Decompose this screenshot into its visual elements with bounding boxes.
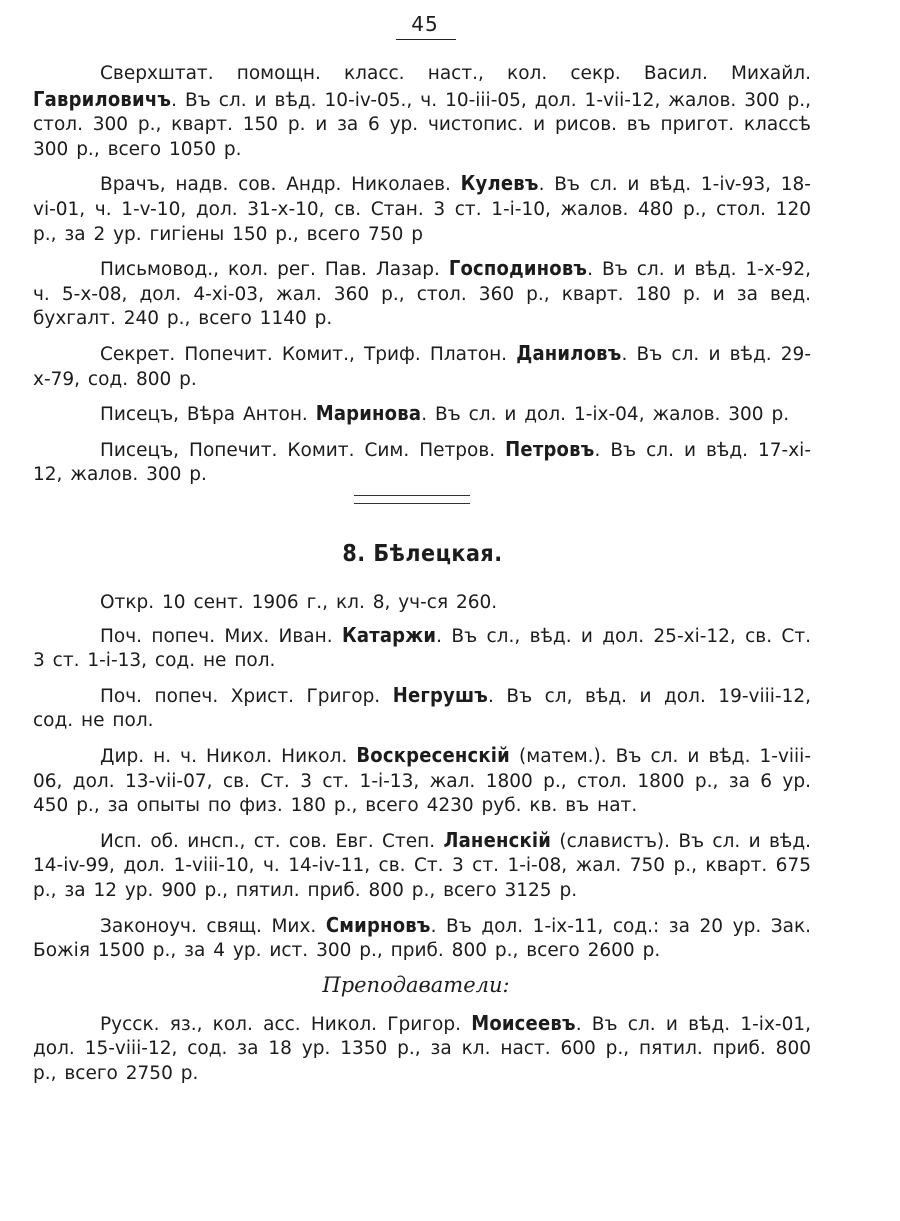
staff-list-section [33, 591, 811, 1096]
entry: Писецъ, Вѣра Антон. Маринова. Въ сл. и дол. 1-ix-04, жалов. 300 р. [100, 401, 790, 426]
surname: Петровъ [505, 436, 595, 461]
entry: Писецъ, Попечит. Комит. Сим. Петров. Петровъ. Въ сл. и вѣд. 17-xi-12, жалов. 300 р. [33, 436, 811, 486]
entry: Секрет. Попечит. Комит., Триф. Платон. Даниловъ. Въ сл. и вѣд. 29-x-79, сод. 800 р. [33, 340, 811, 390]
surname: Гавриловичъ [33, 86, 172, 111]
section-number: 8. [342, 541, 366, 567]
surname: Катаржи [341, 622, 437, 647]
page-number: 45 [411, 12, 439, 36]
section-title: Бѣлецкая. [373, 541, 503, 567]
surname: Ланенскiй [443, 827, 552, 852]
surname: Воскресенскiй [356, 742, 510, 767]
subheading-teachers: Преподаватели: [322, 972, 510, 997]
opening-line: Откр. 10 сент. 1906 г., кл. 8, уч-ся 260. [100, 592, 498, 613]
surname: Маринова [315, 401, 422, 426]
entry: Письмовод., кол. рег. Пав. Лазар. Господиновъ. Въ сл. и вѣд. 1-x-92, ч. 5-x-08, дол. 4-xi-03, жал. 360 р., стол. 360 р., кварт. 180 р. и за вед. бухгалт. 240 р., всего 1140 р. [33, 256, 811, 330]
page-number-rule [396, 39, 456, 40]
entry: Русск. яз., кол. асс. Никол. Григор. Моисеевъ. Въ сл. и вѣд. 1-ix-01, дол. 15-viii-12, сод. за 18 ур. 1350 р., за кл. наст. 600 р., пятил. приб. 800 р., всего 2750 р. [33, 1010, 811, 1084]
surname: Смирновъ [325, 912, 431, 937]
entry: Законоуч. свящ. Мих. Смирновъ. Въ дол. 1-ix-11, сод.: за 20 ур. Зак. Божiя 1500 р., за 4 ур. ист. 300 р., приб. 800 р., всего 2600 р. [33, 912, 811, 962]
surname: Моисеевъ [471, 1010, 576, 1035]
section-heading [0, 541, 845, 567]
entry: Исп. об. инсп., ст. сов. Евг. Степ. Ланенскiй (славистъ). Въ сл. и вѣд. 14-iv-99, дол. 1-viii-10, ч. 14-iv-11, св. Ст. 3 ст. 1-i-08, жал. 750 р., кварт. 675 р., за 12 ур. 900 р., пятил. приб. 800 р., всего 3125 р. [33, 827, 811, 901]
staff-list-top [33, 62, 811, 497]
entry: Врачъ, надв. сов. Андр. Николаев. Кулевъ. Въ сл. и вѣд. 1-iv-93, 18-vi-01, ч. 1-v-10, дол. 31-x-10, св. Стан. 3 ст. 1-i-10, жалов. 480 р., стол. 120 р., за 2 ур. гигiены 150 р., всего 750 р [33, 171, 811, 245]
double-rule-separator [354, 495, 470, 504]
surname: Негрушъ [392, 682, 489, 707]
surname: Кулевъ [460, 171, 539, 196]
surname: Господиновъ [448, 256, 588, 281]
entry: Поч. попеч. Мих. Иван. Катаржи. Въ сл., вѣд. и дол. 25-xi-12, св. Ст. 3 ст. 1-i-13, сод. не пол. [33, 622, 811, 672]
entry: Дир. н. ч. Никол. Никол. Воскресенскiй (матем.). Въ сл. и вѣд. 1-viii-06, дол. 13-vii-07, св. Ст. 3 ст. 1-i-13, жал. 1800 р., стол. 1800 р., за 6 ур. 450 р., за опыты по физ. 180 р., всего 4230 руб. кв. въ нат. [33, 742, 811, 817]
entry: Поч. попеч. Христ. Григор. Негрушъ. Въ сл, вѣд. и дол. 19-viii-12, сод. не пол. [33, 682, 811, 732]
surname: Даниловъ [516, 340, 622, 365]
entry: Сверхштат. помощн. класс. наст., кол. секр. Васил. Михайл. Гавриловичъ. Въ сл. и вѣд. 10-iv-05., ч. 10-iii-05, дол. 1-vii-12, жалов. 300 р., стол. 300 р., кварт. 150 р. и за 6 ур. чистопис. и рисов. въ пригот. классѣ 300 р., всего 1050 р. [33, 63, 811, 160]
